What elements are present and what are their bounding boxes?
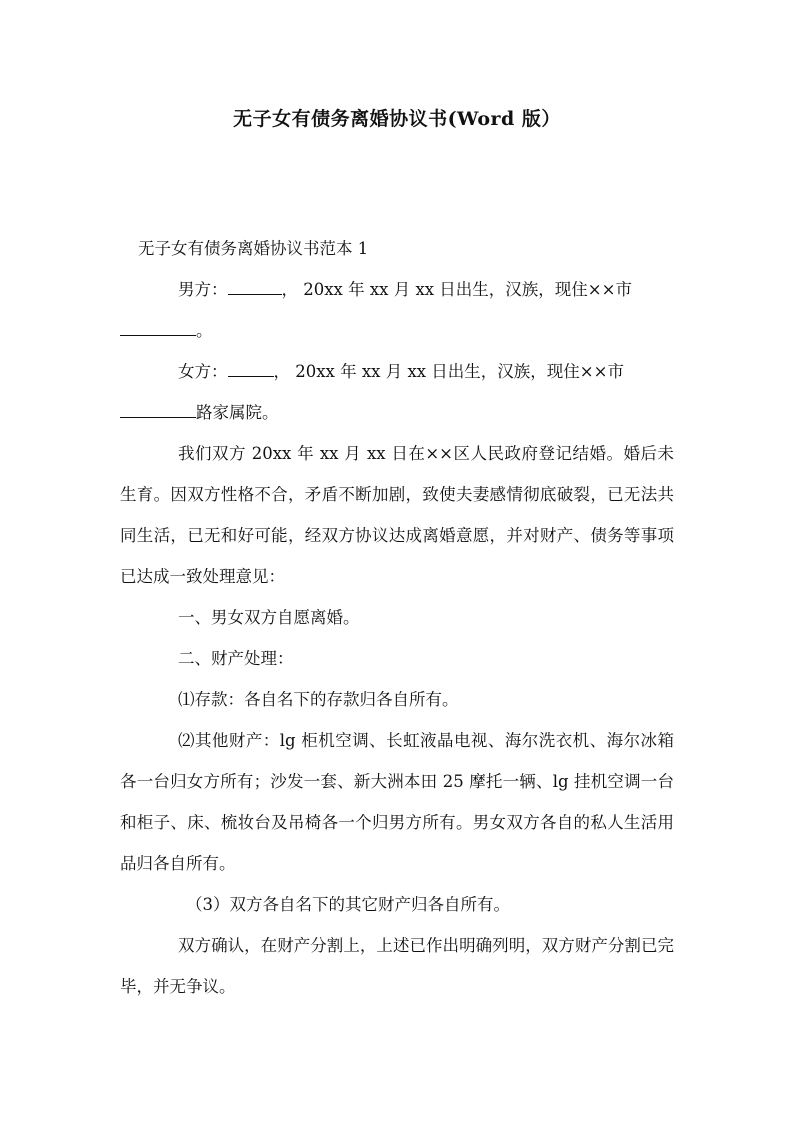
- female-name-blank: [228, 356, 274, 377]
- female-address-blank: [120, 397, 196, 418]
- clause-2-heading: 二、财产处理：: [178, 649, 294, 668]
- confirmation-paragraph: 双方确认，在财产分割上，上述已作出明确列明，双方财产分割已完毕，并无争议。: [120, 936, 674, 996]
- female-end: 路家属院。: [196, 403, 279, 422]
- document-body: [120, 228, 674, 1007]
- male-address-blank: [120, 315, 196, 336]
- male-label: 男方：: [178, 280, 228, 299]
- clause-2-3-other-assets: （3）双方各自名下的其它财产归各自所有。: [186, 895, 510, 914]
- male-party-paragraph: [120, 269, 674, 351]
- male-end: 。: [196, 321, 213, 340]
- document-subtitle: 无子女有债务离婚协议书范本 1: [138, 239, 369, 258]
- male-details: ， 20xx 年 xx 月 xx 日出生，汉族，现住××市: [281, 280, 632, 299]
- female-label: 女方：: [178, 362, 228, 381]
- female-details: ， 20xx 年 xx 月 xx 日出生，汉族，现住××市: [273, 362, 624, 381]
- clause-2-1-savings: ⑴存款：各自名下的存款归各自所有。: [178, 690, 459, 709]
- clause-1: 一、男女双方自愿离婚。: [178, 608, 360, 627]
- female-party-paragraph: [120, 351, 674, 433]
- document-title: 无子女有债务离婚协议书(Word 版）: [233, 108, 561, 130]
- clause-2-2-other-property: ⑵其他财产：lg 柜机空调、长虹液晶电视、海尔洗衣机、海尔冰箱各一台归女方所有；沙发一套、新大洲本田 25 摩托一辆、lg 挂机空调一台和柜子、床、梳妆台及吊椅各一个归男方所有。男女双方各自的私人生活用品归各自所有。: [120, 731, 674, 873]
- intro-paragraph: 我们双方 20xx 年 xx 月 xx 日在××区人民政府登记结婚。婚后未生育。因双方性格不合，矛盾不断加剧，致使夫妻感情彻底破裂，已无法共同生活，已无和好可能，经双方协议达成离婚意愿，并对财产、债务等事项已达成一致处理意见：: [120, 444, 674, 586]
- male-name-blank: [228, 274, 282, 295]
